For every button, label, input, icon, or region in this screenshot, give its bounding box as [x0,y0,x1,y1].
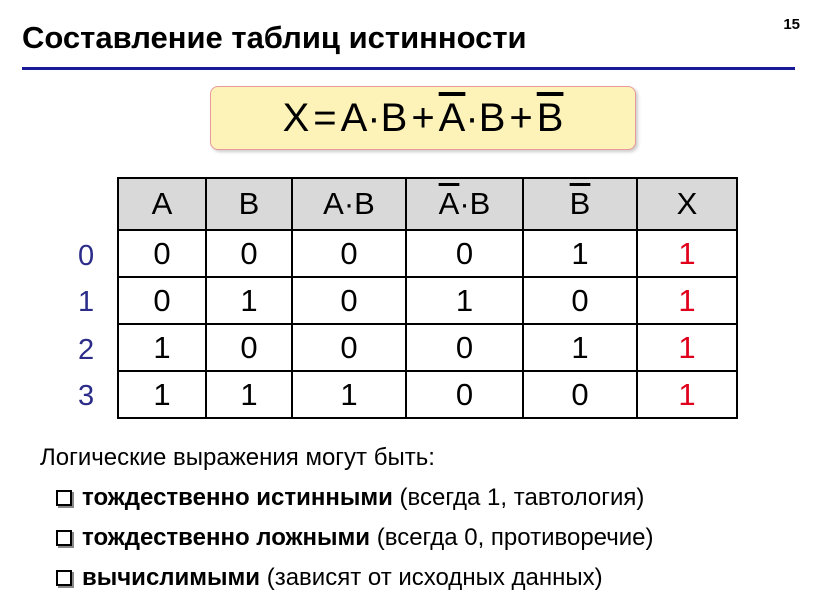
header-not-b-letter: $\overline{B}$ [569,186,591,221]
formula-term1-a: A [340,95,368,140]
title-underline [22,67,795,70]
cell: 0 [406,230,523,277]
bullet-bold: вычислимыми [82,564,261,591]
table-row [118,277,737,324]
header-not-a-and-b [406,178,523,230]
formula-x: X [282,95,310,140]
page-title: Составление таблиц истинности [22,20,527,55]
cell: 1 [206,277,292,324]
truth-table [117,177,738,419]
bullet-bold: тождественно ложными [82,524,371,551]
result-cell: 1 [637,230,737,277]
cell: 0 [292,324,406,371]
page-number: 15 [783,16,800,33]
result-cell: 1 [637,277,737,324]
cell: 1 [523,324,637,371]
cell: 1 [206,371,292,418]
formula-box [210,86,636,150]
table-row [118,371,737,418]
formula-plus-1: + [411,95,435,140]
cell: 1 [523,230,637,277]
cell: 1 [292,371,406,418]
cell: 0 [206,230,292,277]
row-number: 0 [78,240,95,272]
row-number: 1 [78,286,95,318]
header-b-letter: B [469,186,491,221]
cell: 0 [292,230,406,277]
cell: 1 [118,371,206,418]
result-cell: 1 [637,324,737,371]
header-a: A [118,178,206,230]
cell: 0 [206,324,292,371]
row-number: 2 [78,334,95,366]
cell: 1 [406,277,523,324]
formula-equals: = [313,95,337,140]
table-row [118,324,737,371]
bullet-bold: тождественно истинными [82,484,393,511]
checkbox-bullet-icon [56,490,72,506]
cell: 0 [292,277,406,324]
intro-text: Логические выражения могут быть: [40,444,435,471]
header-b: B [206,178,292,230]
bullet-rest: (зависят от исходных данных) [260,564,603,591]
header-not-b [523,178,637,230]
cell: 1 [118,324,206,371]
cell: 0 [523,371,637,418]
formula-dot-2: · [465,95,479,140]
formula-plus-2: + [509,95,533,140]
bullet-rest: (всегда 1, тавтология) [392,484,645,511]
bullet-rest: (всегда 0, противоречие) [370,524,654,551]
checkbox-bullet-icon [56,530,72,546]
formula-term2-not-a: $\overline{A}$ [438,95,466,140]
header-x: X [637,178,737,230]
formula [211,87,635,149]
formula-term1-b: B [380,95,408,140]
formula-dot-1: · [367,95,381,140]
cell: 0 [406,371,523,418]
cell: 0 [523,277,637,324]
header-not-a-letter: $\overline{A}$ [438,186,460,221]
cell: 0 [406,324,523,371]
formula-term2-b: B [478,95,506,140]
header-dot: · [459,186,470,221]
formula-term3-not-b: $\overline{B}$ [536,95,564,140]
cell: 0 [118,277,206,324]
checkbox-bullet-icon [56,570,72,586]
list-item [56,524,653,552]
table-row [118,230,737,277]
row-number: 3 [78,380,95,412]
table-header-row [118,178,737,230]
list-item [56,484,644,512]
result-cell: 1 [637,371,737,418]
list-item [56,564,603,592]
header-a-and-b: A·B [292,178,406,230]
cell: 0 [118,230,206,277]
